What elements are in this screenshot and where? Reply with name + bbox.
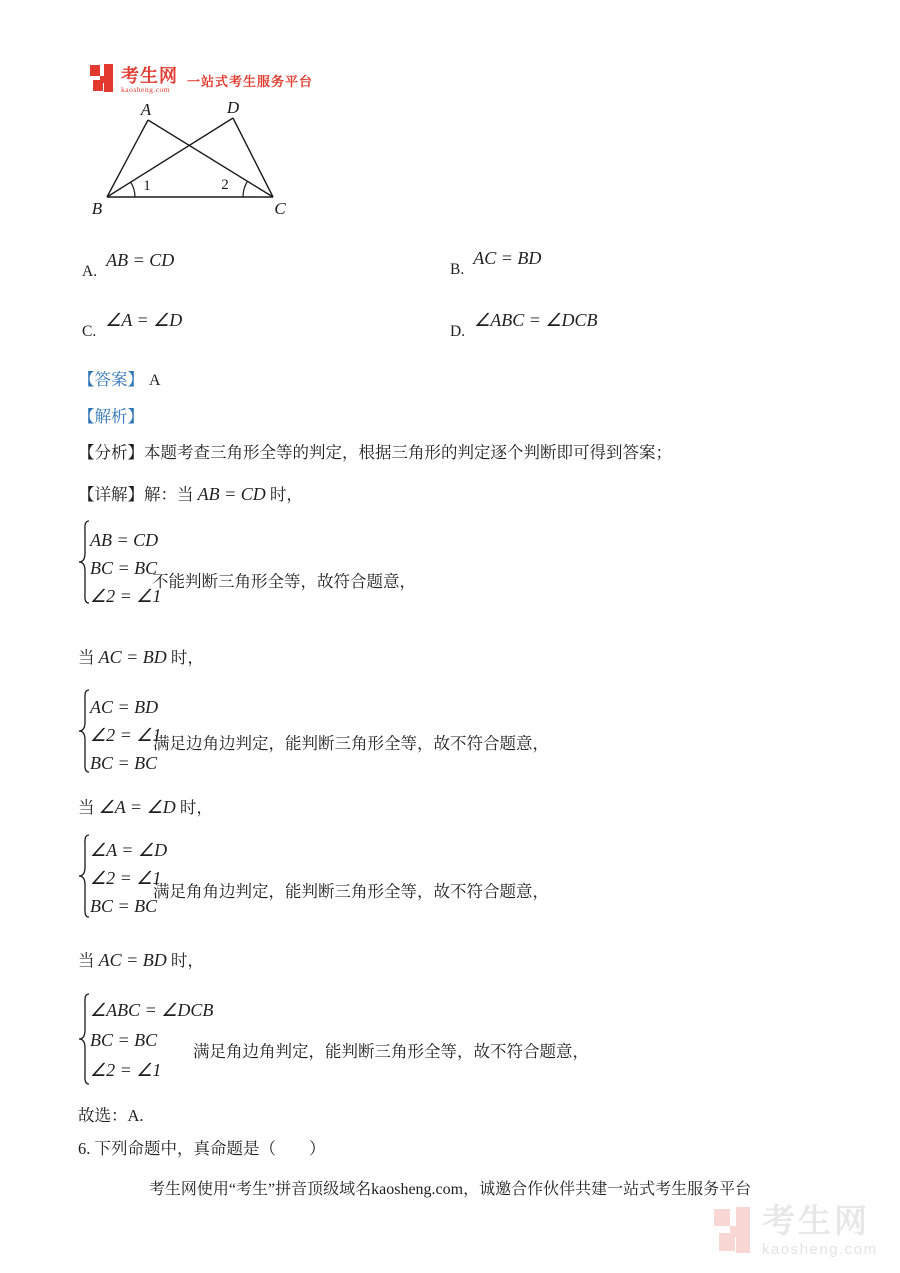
left-brace [77,520,91,604]
option-d-math: ∠ABC = ∠DCB [474,310,598,330]
logo-brand-name: 考生网 [121,65,178,86]
triangle-figure-svg [85,100,300,222]
case-block-4 [77,993,589,1085]
equation-line: ∠2 = ∠1 [90,1060,162,1080]
triangle-figure [85,100,300,222]
case-comment: 不能判断三角形全等，故符合题意， [152,572,416,591]
detail-suffix: 时， [265,485,303,504]
case-header-suffix: 时， [166,951,204,970]
case-header-suffix: 时， [175,798,213,817]
equation-system [90,834,167,920]
detail-math: AB = CD [197,484,266,504]
case-header-prefix: 当 [78,648,99,667]
option-b-math: AC = BD [473,248,542,268]
segment-BA [107,120,148,197]
answer-label: 【答案】 [78,370,144,389]
logo-text [121,67,178,94]
answer-row [78,366,161,390]
equation-line: BC = BC [90,896,158,916]
kaosheng-logo-icon [90,63,117,93]
case-header-prefix: 当 [78,951,99,970]
option-d-letter: D. [450,323,466,340]
equation-line: AC = BD [90,697,159,717]
explanation-tag: 【解析】 [78,407,144,426]
equation-system [90,520,161,610]
detail-row [78,481,303,505]
option-c [82,310,182,341]
case-header-suffix: 时， [166,648,204,667]
angle-2-arc [243,181,247,197]
equation-system [90,689,161,777]
left-brace [77,993,91,1085]
equation-line: ∠ABC = ∠DCB [90,1000,214,1020]
left-brace [77,689,91,773]
case-header-math: AC = BD [98,950,167,970]
option-b-letter: B. [450,261,465,278]
kaosheng-watermark-icon [714,1206,756,1256]
kaosheng-logo [90,63,313,93]
equation-line: AB = CD [90,530,159,550]
vertex-label-D: D [226,100,240,117]
option-c-letter: C. [82,323,97,340]
case-3-header [78,794,213,818]
equation-line: ∠2 = ∠1 [90,725,162,745]
case-header-prefix: 当 [78,798,99,817]
case-4-header [78,947,204,971]
explanation-tag-row [78,403,144,427]
equation-line: BC = BC [90,753,158,773]
option-b [450,248,541,279]
case-block-2 [77,689,549,777]
detail-prefix: 【详解】解：当 [78,485,198,504]
watermark-text [762,1206,878,1257]
logo-tagline: 一站式考生服务平台 [187,74,314,89]
angle-1-arc [131,182,135,197]
kaosheng-watermark [714,1206,878,1257]
logo-domain: kaosheng.com [121,84,171,94]
case-block-3 [77,834,549,920]
analysis-text: 本题考查三角形全等的判定，根据三角形的判定逐个判断即可得到答案； [144,443,672,462]
conclusion-row: 故选：A. [78,1106,144,1125]
watermark-domain: kaosheng.com [762,1241,878,1258]
angle-2-label: 2 [221,177,229,193]
case-comment: 满足边角边判定，能判断三角形全等，故不符合题意， [153,734,549,753]
analysis-row [78,439,672,463]
case-2-header [78,644,204,668]
vertex-label-A: A [140,100,152,119]
analysis-label: 【分析】 [78,443,144,462]
segment-BD [107,118,233,197]
angle-1-label: 1 [143,178,151,194]
equation-line: ∠A = ∠D [90,840,168,860]
option-c-math: ∠A = ∠D [105,310,183,330]
vertex-label-B: B [91,199,103,218]
option-a [82,250,174,281]
vertex-label-C: C [274,199,286,218]
watermark-brand-name: 考生网 [762,1204,870,1240]
case-header-math: ∠A = ∠D [98,797,176,817]
equation-line: BC = BC [90,1030,158,1050]
next-question-row: 6. 下列命题中，真命题是（ ） [78,1139,326,1158]
option-a-math: AB = CD [106,250,175,270]
equation-line: ∠2 = ∠1 [90,586,162,606]
answer-value: A [149,372,161,389]
option-d [450,310,598,341]
option-a-letter: A. [82,263,98,280]
equation-line: BC = BC [90,558,158,578]
case-header-math: AC = BD [98,647,167,667]
footer-text: 考生网使用“考生”拼音顶级域名kaosheng.com，诚邀合作伙伴共建一站式考生服务平台 [148,1181,752,1198]
case-comment: 满足角角边判定，能判断三角形全等，故不符合题意， [153,882,549,901]
equation-line: ∠2 = ∠1 [90,868,162,888]
case-block-1 [77,520,416,610]
left-brace [77,834,91,918]
case-comment: 满足角边角判定，能判断三角形全等，故不符合题意， [193,1042,589,1061]
